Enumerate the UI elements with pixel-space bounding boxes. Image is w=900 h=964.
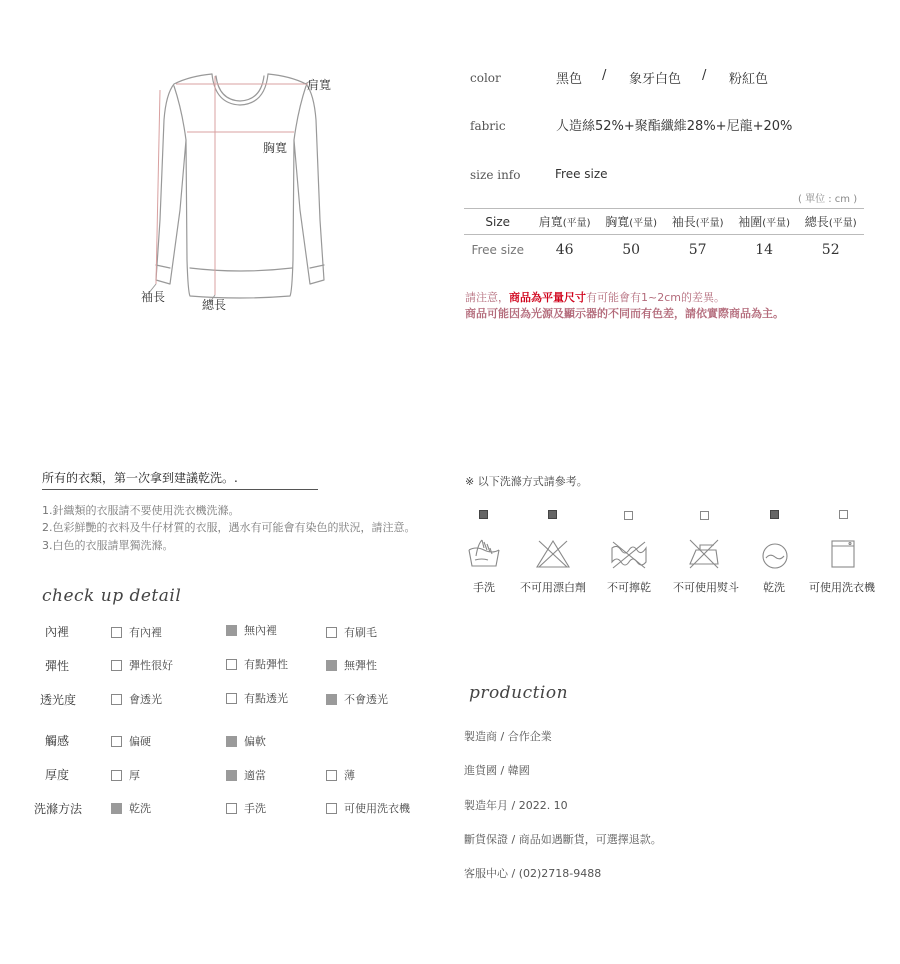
table-row [464,235,864,265]
wash-header: ※ 以下洗滌方式請參考。 [465,475,588,488]
opt-hand-wash[interactable]: 手洗 [226,800,266,816]
header-size: Size [464,209,531,235]
value-length: 52 [821,241,840,258]
no-wring-icon [609,540,649,570]
detail-row-washing: 洗滌方法 [34,802,83,816]
detail-row-transparency: 透光度 [40,693,77,707]
wash-label-hand: 手洗 [473,581,495,594]
opt-soft[interactable]: 偏軟 [226,733,266,749]
wash-check-hand [479,510,488,519]
header-chest: 胸寬(平量) [598,209,665,235]
note-line-1: 請注意，商品為平量尺寸有可能會有1~2cm的差異。 [465,291,725,304]
production-guarantee: 斷貨保證 / 商品如遇斷貨，可選擇退款。 [464,833,662,846]
opt-moderate[interactable]: 適當 [226,767,266,783]
fabric-value: 人造絲52%+聚酯纖維28%+尼龍+20% [556,119,793,134]
sizeinfo-key: size info [470,168,521,182]
opt-no-lining[interactable]: 無內裡 [226,622,277,638]
opt-machine-wash[interactable]: 可使用洗衣機 [326,800,410,816]
color-pink: 粉紅色 [729,72,769,87]
detail-row-elasticity: 彈性 [45,659,70,673]
unit-label: ( 單位 : cm ) [798,194,858,205]
detail-heading: check up detail [42,586,182,606]
production-date: 製造年月 / 2022. 10 [464,799,568,812]
wash-check-dry-clean [770,510,779,519]
opt-some-elastic[interactable]: 有點彈性 [226,656,288,672]
sizeinfo-value: Free size [555,167,608,181]
wash-label-no-wring: 不可擰乾 [607,581,651,594]
detail-row-lining: 內裡 [45,625,70,639]
size-table [464,208,864,265]
opt-thin[interactable]: 薄 [326,767,355,783]
production-maker: 製造商 / 合作企業 [464,730,552,743]
care-line-3: 3.白色的衣服請單獨洗滌。 [42,539,174,552]
care-title: 所有的衣類，第一次拿到建議乾洗。. [42,469,318,490]
opt-no-elastic[interactable]: 無彈性 [326,657,377,673]
row-label: Free size [471,242,524,257]
wash-label-machine: 可使用洗衣機 [809,581,875,594]
header-shoulder: 肩寬(平量) [531,209,598,235]
production-service: 客服中心 / (02)2718-9488 [464,867,602,880]
production-origin: 進貨國 / 韓國 [464,764,530,777]
wash-check-no-wring [624,511,633,520]
note-line-2: 商品可能因為光源及顯示器的不同而有色差，請依實際商品為主。 [465,307,784,320]
value-shoulder: 46 [555,241,574,258]
value-chest: 50 [622,241,641,258]
shoulder-label: 肩寬 [307,78,332,92]
color-sep-2: / [702,68,707,83]
garment-diagram [130,60,340,320]
color-sep-1: / [602,68,607,83]
color-black: 黑色 [556,72,583,87]
sleeve-label: 袖長 [141,290,166,304]
machine-wash-icon [829,538,857,570]
opt-has-lining[interactable]: 有內裡 [111,624,162,640]
header-sleeve: 袖長(平量) [664,209,731,235]
color-ivory: 象牙白色 [629,72,682,87]
color-key: color [470,71,501,85]
dry-clean-icon [760,542,790,570]
opt-dry-clean[interactable]: 乾洗 [111,800,151,816]
opt-stiff[interactable]: 偏硬 [111,733,151,749]
hand-wash-icon [466,536,502,570]
opt-thick[interactable]: 厚 [111,767,140,783]
wash-label-dry-clean: 乾洗 [763,581,785,594]
production-heading: production [469,683,569,703]
wash-check-no-bleach [548,510,557,519]
opt-not-see-through[interactable]: 不會透光 [326,691,388,707]
value-sleeve: 57 [688,241,707,258]
size-table-header [464,209,864,235]
opt-very-elastic[interactable]: 彈性很好 [111,657,173,673]
opt-slight-see-through[interactable]: 有點透光 [226,690,288,706]
wash-check-machine [839,510,848,519]
no-bleach-icon [535,538,571,570]
fabric-key: fabric [470,119,506,133]
wash-label-no-bleach: 不可用漂白劑 [520,581,586,594]
opt-brushed[interactable]: 有刷毛 [326,624,377,640]
opt-see-through[interactable]: 會透光 [111,691,162,707]
length-label: 總長 [202,298,227,312]
detail-row-thickness: 厚度 [45,768,70,782]
no-iron-icon [686,538,722,570]
value-cuff: 14 [755,241,774,258]
chest-label: 胸寬 [263,141,288,155]
care-line-2: 2.色彩鮮艷的衣料及牛仔材質的衣服，遇水有可能會有染色的狀況，請注意。 [42,521,416,534]
wash-check-no-iron [700,511,709,520]
header-length: 總長(平量) [797,209,864,235]
header-cuff: 袖圍(平量) [731,209,798,235]
care-line-1: 1.針織類的衣服請不要使用洗衣機洗滌。 [42,504,240,517]
wash-label-no-iron: 不可使用熨斗 [673,581,739,594]
detail-row-touch: 觸感 [45,734,70,748]
